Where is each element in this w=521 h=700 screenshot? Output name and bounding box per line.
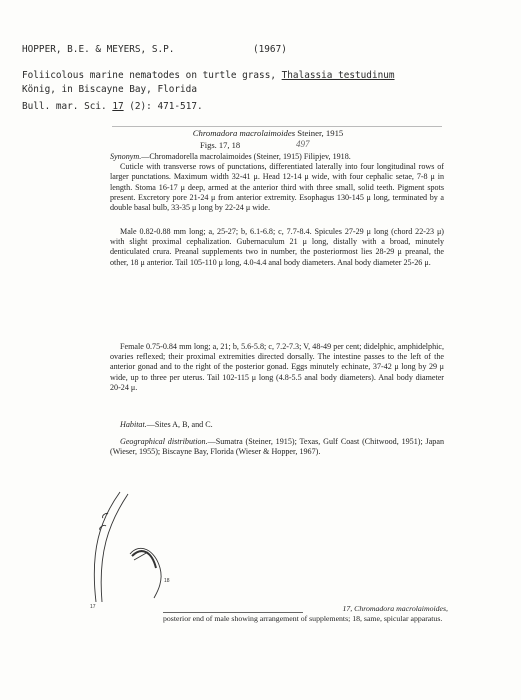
distribution-block [110, 437, 444, 457]
male-block [110, 227, 444, 268]
journal-volume: 17 [112, 101, 124, 112]
figure-reference: Figs. 17, 18 [200, 140, 241, 150]
title-prefix: Foliicolous marine nematodes on turtle grass, [22, 70, 282, 81]
distribution-paragraph [110, 437, 444, 457]
synonym-paragraph [110, 152, 444, 162]
habitat-text: —Sites A, B, and C. [146, 420, 213, 429]
figure-label-18: 18 [164, 578, 170, 584]
page-top-rule [112, 126, 442, 127]
body-outline-outer [94, 492, 120, 602]
citation-title-line1 [22, 70, 395, 81]
citation-journal [22, 101, 203, 112]
species-name: Chromadora macrolaimoides [192, 128, 296, 138]
page-number: 497 [296, 139, 310, 149]
citation-title-line2: König, in Biscayne Bay, Florida [22, 84, 197, 95]
figure-label-17: 17 [90, 604, 96, 610]
habitat-block [110, 420, 444, 430]
species-title [148, 128, 388, 138]
female-block [110, 342, 444, 393]
synonym-text: —Chromadorella macrolaimoides (Steiner, 1915) Filipjev, 1918. [141, 152, 351, 161]
body-outline-inner [101, 494, 128, 602]
habitat-label: Habitat. [120, 420, 147, 429]
synonym-block [110, 152, 444, 213]
authors: HOPPER, B.E. & MEYERS, S.P. [22, 44, 175, 55]
title-species: Thalassia testudinum [281, 70, 395, 81]
figure-caption [163, 604, 448, 623]
nematode-illustration [60, 490, 220, 610]
citation-year: (1967) [253, 44, 287, 55]
journal-name: Bull. mar. Sci. [22, 101, 113, 112]
citation-authors [22, 44, 174, 55]
male-paragraph: Male 0.82-0.88 mm long; a, 25-27; b, 6.1-6.8; c, 7.7-8.4. Spicules 27-29 μ long (chord 22-23 μ) with slight proximal cephalization. Gubernaculum 21 μ long, distally with a broad, minutely denticulated crura. Preanal supplements two in number, the posteriormost lies 28-29 μ preanal, the other, 18 μ anterior. Tail 105-110 μ long, 4.0-4.4 anal body diameters. Anal body diameter 25-26 μ. [110, 227, 444, 267]
species-author: Steiner, 1915 [295, 128, 344, 138]
description-paragraph: Cuticle with transverse rows of punctations, differentiated laterally into four longitudinal rows of larger punctations. Maximum width 32-41 μ. Head 12-14 μ wide, with four cephalic setae, 7-8 μ in length. Stoma 16-17 μ deep, armed at the anterior third with three small, solid teeth. Pigment spots present. Excretory pore 21-24 μ from anterior extremity. Esophagus 130-145 μ long, terminated by a double basal bulb, 33-35 μ long by 22-24 μ wide. [110, 162, 444, 213]
spicule-outline [130, 548, 161, 598]
journal-issue-pages: (2): 471-517. [123, 101, 203, 112]
caption-rest: posterior end of male showing arrangement of supplements; 18, same, spicular apparatus. [163, 613, 443, 623]
habitat-paragraph [110, 420, 444, 430]
female-paragraph: Female 0.75-0.84 mm long; a, 21; b, 5.6-5.8; c, 7.2-7.3; V, 48-49 per cent; didelphic, amphidelphic, ovaries reflexed; their proximal extremities directed dorsally. The intestine passes to the left of the anterior gonad and to the right of the posterior gonad. Eggs minutely echinate, 37-42 μ long by 29 μ wide, up to three per uterus. Tail 102-115 μ long (4.8-5.5 anal body diameters). Anal body diameter 20-24 μ. [110, 342, 444, 392]
synonym-label: Synonym. [110, 152, 142, 161]
caption-first-line: 17, Chromadora macrolaimoides, [342, 604, 448, 613]
distribution-label: Geographical distribution. [120, 437, 208, 446]
distribution-text: —Sumatra (Steiner, 1915); Texas, Gulf Coast (Chitwood, 1951); Japan (Wieser, 1955); Biscayne Bay, Florida (Wieser & Hopper, 1967). [110, 437, 444, 457]
